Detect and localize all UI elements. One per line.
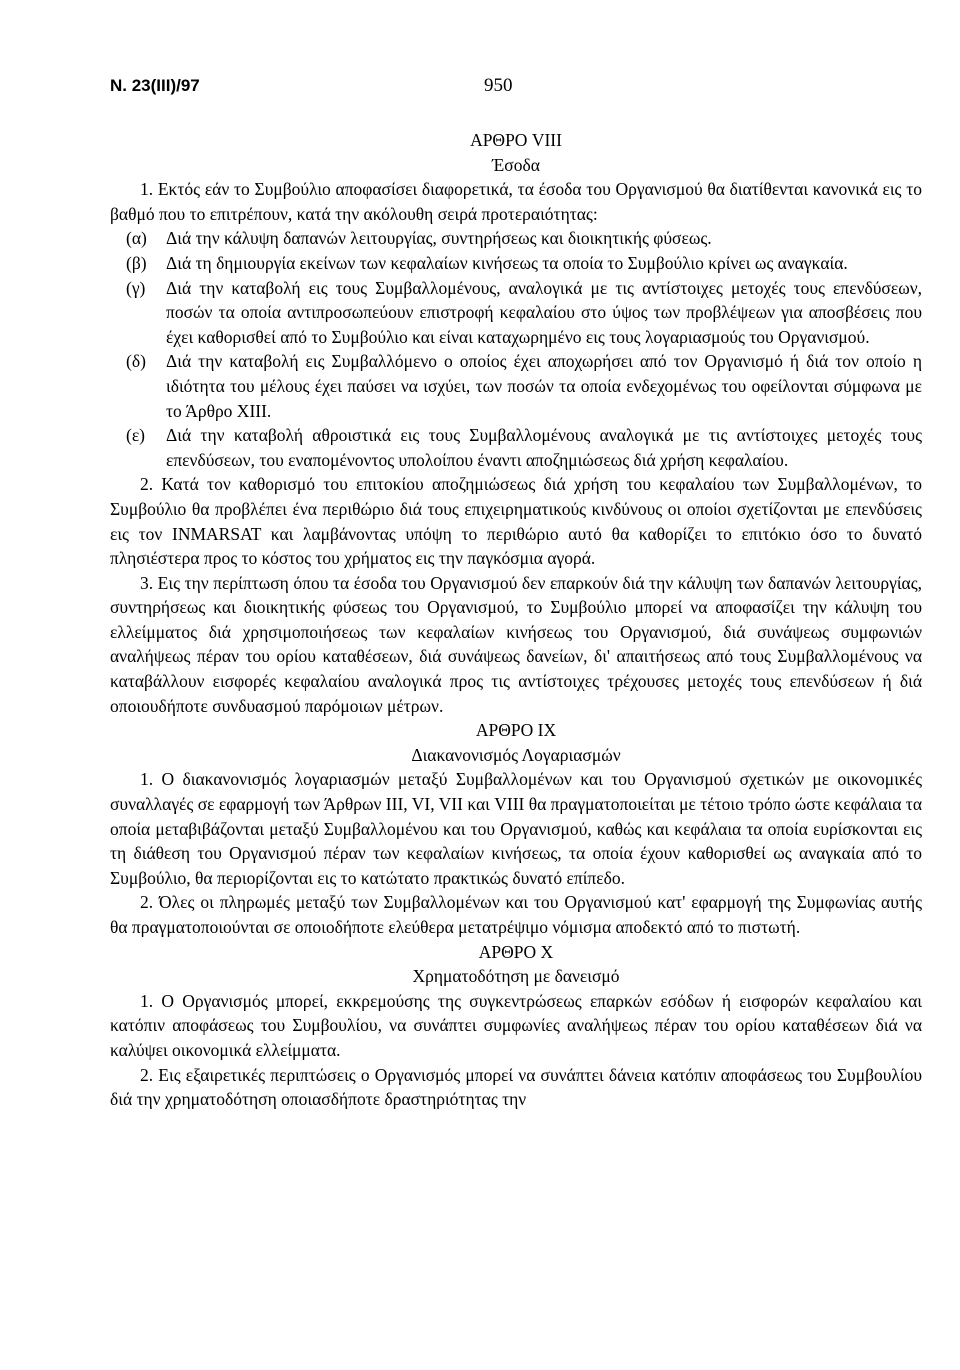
article-9-title: ΑΡΘΡΟ IX: [475, 720, 557, 741]
list-item-label: (γ): [126, 277, 146, 298]
list-item-label: (β): [126, 252, 147, 273]
list-item: [110, 251, 922, 276]
article-10-subtitle: Χρηματοδότηση με δανεισμό: [412, 966, 620, 987]
article-10-paragraph-1: 1. Ο Οργανισμός μπορεί, εκκρεμούσης της συγκεντρώσεως επαρκών εσόδων ή εισφορών κεφαλαίου και κατόπιν αποφάσεως του Συμβουλίου, να συνάπτει συμφωνίες αναλήψεως πέραν του ορίου καταθέσεων διά να καλύψει οικονομικά ελλείμματα.: [110, 990, 922, 1060]
article-10-paragraph-2: 2. Εις εξαιρετικές περιπτώσεις ο Οργανισμός μπορεί να συνάπτει δάνεια κατόπιν αποφάσεως του Συμβουλίου διά την χρηματοδότηση οποιασδήποτε δραστηριότητας την: [110, 1064, 922, 1110]
list-item: [110, 276, 922, 350]
list-item-text: Διά τη δημιουργία εκείνων των κεφαλαίων κινήσεως τα οποία το Συμβούλιο κρίνει ως αναγκαία.: [166, 252, 848, 273]
list-item: [110, 423, 922, 472]
article-9-subtitle: Διακανονισμός Λογαριασμών: [411, 744, 621, 765]
list-item-text: Διά την κάλυψη δαπανών λειτουργίας, συντηρήσεως και διοικητικής φύσεως.: [166, 228, 712, 249]
document-body: [110, 128, 922, 1112]
article-8-paragraph-2: 2. Κατά τον καθορισμό του επιτοκίου αποζημιώσεως διά χρήση του κεφαλαίου των Συμβαλλομένων, το Συμβούλιο θα προβλέπει ένα περιθώριο διά τους επιχειρηματικούς κινδύνους οι οποίοι σχετίζονται με επενδύσεις εις τον INMARSAT και λαμβάνοντας υπόψη το περιθώριο αυτό θα καθορίζει το επιτόκιο όσο το δυνατό πλησιέστερα προς το κόστος του χρήματος εις την παγκόσμια αγορά.: [110, 474, 922, 569]
list-item: [110, 226, 922, 251]
document-reference: Ν. 23(ΙΙΙ)/97: [110, 76, 200, 95]
page-number: 950: [484, 75, 513, 96]
list-item-text: Διά την καταβολή αθροιστικά εις τους Συμβαλλομένους αναλογικά με τις αντίστοιχες μετοχές τους επενδύσεων, του εναπομένοντος υπολοίπου έναντι αποζημιώσεως διά χρήση κεφαλαίου.: [166, 425, 922, 470]
article-8-title: ΑΡΘΡΟ VIII: [470, 130, 562, 150]
article-9-paragraph-1: 1. Ο διακανονισμός λογαριασμών μεταξύ Συμβαλλομένων και του Οργανισμού σχετικών με οικονομικές συναλλαγές σε εφαρμογή των Άρθρων III, VI, VII και VIII θα πραγματοποιείται με τέτοιο τρόπο ώστε κεφάλαια τα οποία μεταβιβάζονται μεταξύ Συμβαλλομένου και του Οργανισμού, καθώς και κεφάλαια τα οποία ευρίσκονται εις τη διάθεση του Οργανισμού πέραν των κεφαλαίων κινήσεως, τα οποία έχουν καθορισθεί ως αναγκαία από το Συμβούλιο, θα περιορίζονται εις το κατώτατο πρακτικώς δυνατό επίπεδο.: [110, 769, 922, 888]
list-item: [110, 349, 922, 423]
list-item-text: Διά την καταβολή εις Συμβαλλόμενο ο οποίος έχει αποχωρήσει από τον Οργανισμό ή διά τον οποίο η ιδιότητα του μέλους έχει παύσει να ισχύει, των ποσών τα οποία ενδεχομένως του οφείλονται σύμφωνα με το Άρθρο XIII.: [166, 351, 922, 421]
article-10-title: ΑΡΘΡΟ X: [478, 941, 554, 962]
article-8-paragraph-3: 3. Εις την περίπτωση όπου τα έσοδα του Οργανισμού δεν επαρκούν διά την κάλυψη των δαπανών λειτουργίας, συντηρήσεως και διοικητικής φύσεως του Οργανισμού, το Συμβούλιο μπορεί να αποφασίζει την κάλυψη του ελλείμματος διά χρησιμοποιήσεως των κεφαλαίων κινήσεως του Οργανισμού, διά συνάψεως συμφωνιών αναλήψεως πέραν του ορίου καταθέσεων, διά συνάψεως δανείων, δι' απαιτήσεως από τους Συμβαλλομένους να καταβάλλουν εισφορές κεφαλαίου αναλογικά προς τις αντίστοιχες τρέχουσες μετοχές τους επενδύσεων ή διά οποιουδήποτε συνδυασμού παρόμοιων μέτρων.: [110, 572, 922, 716]
article-8-paragraph-1: 1. Εκτός εάν το Συμβούλιο αποφασίσει διαφορετικά, τα έσοδα του Οργανισμού θα διατίθενται κανονικά εις το βαθμό που το επιτρέπουν, κατά την ακόλουθη σειρά προτεραιότητας:: [110, 179, 922, 224]
list-item-label: (α): [126, 228, 147, 249]
list-item-label: (δ): [126, 351, 146, 372]
list-item-label: (ε): [126, 425, 146, 446]
list-item-text: Διά την καταβολή εις τους Συμβαλλομένους, αναλογικά με τις αντίστοιχες μετοχές τους επενδύσεων, ποσών τα οποία αντιπροσωπεύουν επιστροφή κεφαλαίου στο ύψος των προβλέψεων για αποσβέσεις που έχει καθορισθεί από το Συμβούλιο και είναι καταχωρημένο εις τους λογαριασμούς του Οργανισμού.: [166, 277, 922, 347]
article-8-subtitle: Έσοδα: [492, 154, 540, 175]
article-9-paragraph-2: 2. Όλες οι πληρωμές μεταξύ των Συμβαλλομένων και του Οργανισμού κατ' εφαρμογή της Συμφωνίας αυτής θα πραγματοποιούνται σε οποιοδήποτε ελεύθερα μετατρέψιμο νόμισμα αποδεκτό από το πιστωτή.: [110, 892, 922, 937]
